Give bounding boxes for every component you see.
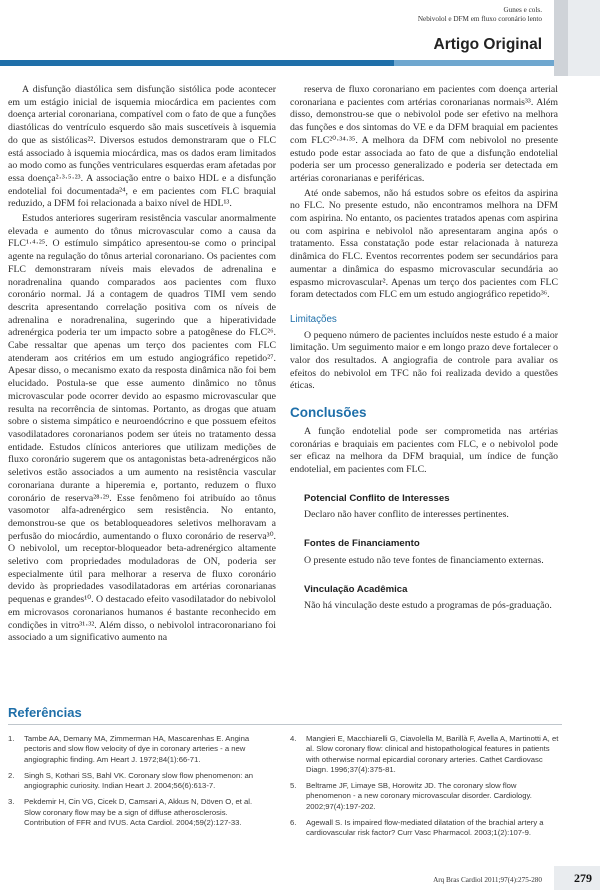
paragraph: Estudos anteriores sugeriram resistência vascular anormalmente elevada e aumento do tônus microvascular como a causa da FLC¹·⁴·²⁵. O estímulo simpático apresentou-se como o principal agente na regulação do tônus arterial coronariano. Os pacientes com FLC demonstraram níveis mais elevados de adrenalina e noradrenalina quando comparados aos pacientes com fluxo coronário normal. Já a contagem de quadros TIMI vem sendo descrita apresentando correlação positiva com os níveis de adrenalina e noradrenalina, sugerindo que a hiperatividade adrenérgica poderia ter um impacto sobre a patogênese do FLC²⁶. Cabe ressaltar que apenas um terço dos pacientes com FLC atenderam aos critérios em um estudo angiográfico repetido²⁷. Apesar disso, o mecanismo exato da resposta dinâmica não foi bem elucidado. Postula-se que esse aumento dinâmico no tônus microvascular pode ocorrer devido ao espasmo microvascular que resulta na recorrência de sintomas. Portanto, as drogas que atuam sobre o sistema simpático e neuroendócrino e que possuem efeitos vasodilatadores coronarianos podem ser úteis no tratamento dessa entidade. Estudos clínicos anteriores que utilizam medições de fluxo coronário sugerem que os antagonistas beta-adrenérgicos não seletivos estão associados a um aumento na resistência vascular coronariana durante a hiperemia e, portanto, reduzem o fluxo coronário de reserva²⁸·²⁹. Esse fenômeno foi atribuído ao tônus vasomotor alfa-adrenérgico sem resistência. No entanto, demonstrou-se que os betabloqueadores seletivos melhoravam a perfusão do miocárdio, aumentando o fluxo coronário de reserva³⁰. O nebivolol, um receptor-bloqueador beta-adrenérgico altamente seletivo com propriedades moduladoras de ON, poderia ser especialmente útil para melhorar a reserva de fluxo coronário devido às propriedades vasodilatadoras em artérias coronarianas pequenas e grandes¹⁰. O destacado efeito vasodilatador do nebivolol em microvasos coronarianos humanos é bastante reconhecido em condições in vitro³¹·³². Além disso, o nebivolol intracoronariano foi associado a um significativo aumento na — [8, 213, 276, 644]
paragraph: A função endotelial pode ser comprometida nas artérias coronárias e braquiais em pacientes com FLC, e o nebivolol pode ser eficaz na melhora da DFM braquial, um índice de função endotelial, em pacientes com FLC. — [290, 425, 558, 475]
section-label: Artigo Original — [433, 36, 542, 53]
conflict-heading: Potencial Conflito de Interesses — [304, 492, 450, 504]
funding-heading: Fontes de Financiamento — [304, 538, 420, 550]
limitations-heading: Limitações — [290, 313, 337, 325]
header-authors: Gunes e cols. — [503, 6, 542, 14]
paragraph: O pequeno número de pacientes incluídos neste estudo é a maior limitação. Um seguimento maior e em longo prazo deve fortalecer o valor dos resultados. A angiografia de controle para avaliar os efeitos do nebivolol em TFC não foi realizada devido a questões éticas. — [290, 329, 558, 392]
references-right — [290, 734, 560, 845]
running-header — [418, 6, 542, 24]
right-column — [290, 84, 558, 613]
reference-item: 6. Agewall S. Is impaired flow-mediated dilatation of the brachial artery a cardiovascular risk factor? Curr Vasc Pharmacol. 2003;1(2):107-9. — [290, 818, 544, 838]
journal-citation: Arq Bras Cardiol 2011;97(4):275-280 — [433, 876, 542, 884]
header-running-title: Nebivolol e DFM em fluxo coronário lento — [417, 15, 542, 23]
conclusions-heading: Conclusões — [290, 405, 367, 421]
left-column — [8, 84, 276, 645]
references-rule — [8, 724, 562, 725]
paragraph: A disfunção diastólica sem disfunção sistólica pode acontecer em um estágio inicial de isquemia miocárdica em pacientes com doença arterial coronariana, compatível com o fato de que a funções diastólicas do ventrículo esquerdo são mais suscetíveis à isquemia do que as sistólicas²². Diversos estudos demonstraram que o FLC está associado à isquemia miocárdica, mas os dados eram limitados ao modo como as funções ventriculares esquerdas eram afetadas por essa doença²·³·⁵·²³. A associação entre o baixo HDL e a disfunção endotelial foi documentada²⁴, e em pacientes com FLC braquial reduzido, a DFM foi relacionada a baixo nível de HDL¹³. — [8, 84, 276, 210]
reference-item: 2. Singh S, Kothari SS, Bahl VK. Coronary slow flow phenomenon: an angiographic curiosity. Indian Heart J. 2004;56(6):613-7. — [8, 770, 254, 791]
references-heading: Referências — [8, 705, 82, 720]
paragraph: Não há vinculação deste estudo a programas de pós-graduação. — [304, 600, 552, 612]
reference-item: 4. Mangieri E, Macchiarelli G, Ciavolella M, Barillà F, Avella A, Martinotti A, et al. Slow coronary flow: clinical and histopathological features in patients with otherwise normal epicardial coronary arteries. Cathet Cardiovasc Diagn. 1996;37(4):375-81. — [290, 734, 559, 774]
paragraph: Declaro não haver conflito de interesses pertinentes. — [304, 509, 509, 521]
paragraph: Até onde sabemos, não há estudos sobre os efeitos da aspirina no FLC. No presente estudo, não encontramos melhora na DFM com aspirina. No entanto, os pacientes tratados apenas com aspirina ou com aspirina e nebivolol não apresentaram angina após o tratamento. Essa constatação pode estar relacionada à natureza dinâmica do FLC. Eventos recorrentes podem ser secundários para aumentar a dinâmica do espasmo microvascular secundária ao espasmo microvascular². Apenas um terço dos pacientes com FLC foram detectados com FLC em um estudo angiográfico repetido³⁶. — [290, 187, 558, 301]
reference-item: 3. Pekdemir H, Cin VG, Cicek D, Camsari A, Akkus N, Döven O, et al. Slow coronary flow may be a sign of diffuse atherosclerosis. Contribution of FFR and IVUS. Acta Cardiol. 2004;59(2):127-33. — [8, 797, 253, 828]
academic-link-heading: Vinculação Acadêmica — [304, 583, 408, 595]
paragraph: O presente estudo não teve fontes de financiamento externas. — [304, 554, 544, 566]
paragraph: reserva de fluxo coronariano em pacientes com doença arterial coronariana e pacientes com artérias coronarianas normais³³. Além disso, demonstrou-se que o nebivolol pode ser efetivo na melhora das funções e dos sintomas do VE e da DFM braquial em pacientes com FLC²⁰·³⁴·³⁵. A melhora da DFM com nebivolol no presente estudo pode estar associada ao fato de que a disfunção endotelial poderia ser um processo generalizado e poderia ser detectada em artérias coronarianas e periféricas. — [290, 84, 558, 184]
reference-item: 1. Tambe AA, Demany MA, Zimmerman HA, Mascarenhas E. Angina pectoris and slow flow velocity of dye in coronary arteries - a new angiographic finding. Am Heart J. 1972;84(1):66-71. — [8, 734, 250, 764]
reference-item: 5. Beltrame JF, Limaye SB, Horowitz JD. The coronary slow flow phenomenon - a new coronary microvascular disorder. Cardiology. 2002;97(4):197-202. — [290, 781, 532, 811]
header-rule — [0, 60, 554, 66]
page-number: 279 — [574, 871, 592, 885]
references-left — [8, 734, 266, 834]
side-bar-decoration — [554, 0, 600, 76]
